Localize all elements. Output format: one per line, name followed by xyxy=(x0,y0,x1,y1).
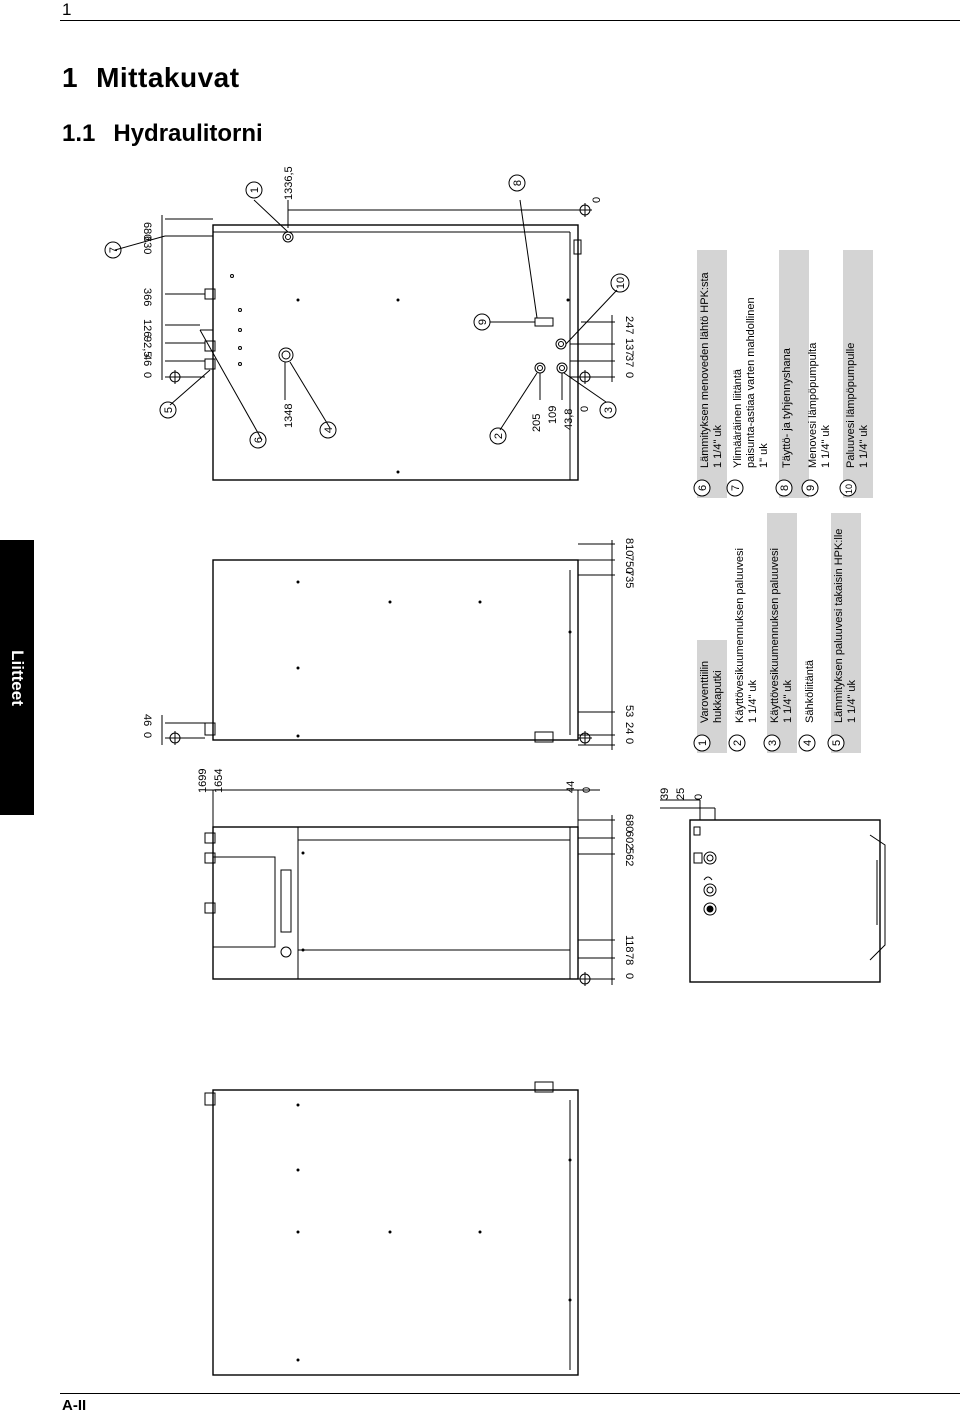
legend-text: 1 1/4" uk xyxy=(712,424,724,468)
svg-text:8: 8 xyxy=(512,179,524,187)
svg-text:1: 1 xyxy=(249,186,261,194)
section-number: 1.1 xyxy=(62,120,96,147)
legend-callout-number: 10 xyxy=(844,483,854,494)
dim-text: 680 xyxy=(623,814,635,833)
side-tab-label: Liitteet xyxy=(8,649,27,706)
dim-text: 366 xyxy=(141,288,153,307)
dim-text: 680 xyxy=(141,222,153,241)
dim-text: 43,8 xyxy=(563,408,575,430)
dim-text: 205 xyxy=(531,413,543,432)
svg-text:2: 2 xyxy=(493,432,505,440)
dim-text: 137 xyxy=(623,338,635,357)
svg-text:5: 5 xyxy=(163,406,175,414)
legend-text: Käyttövesikuumennuksen paluuvesi xyxy=(734,548,746,723)
legend-callout-number: 7 xyxy=(730,484,742,491)
legend-text: paisunta-astiaa varten mahdollinen xyxy=(745,297,757,468)
legend-text: Varoventtiilin xyxy=(699,660,711,723)
dim-text: 602 xyxy=(623,831,635,850)
legend-callout-number: 2 xyxy=(732,739,744,746)
dim-text: 1348 xyxy=(283,403,295,428)
legend-callout-number: 5 xyxy=(831,739,843,746)
legend-text: Täyttö- ja tyhjennyshana xyxy=(781,348,793,468)
dim-text: 0 xyxy=(141,372,153,379)
dim-text: 46 xyxy=(141,714,153,727)
chapter-title: Mittakuvat xyxy=(96,62,240,93)
dim-text: 0 xyxy=(623,372,635,379)
dim-text: 0 xyxy=(141,732,153,739)
dim-text: 44 xyxy=(565,780,577,793)
dim-text: 1336,5 xyxy=(283,166,295,200)
legend-text: hukkaputki xyxy=(712,670,724,723)
legend-text: Käyttövesikuumennuksen paluuvesi xyxy=(769,548,781,723)
dim-text: 25 xyxy=(675,787,687,800)
chapter-number: 1 xyxy=(62,62,79,93)
svg-text:6: 6 xyxy=(253,436,265,444)
dim-text: 1699 xyxy=(197,768,209,793)
dim-text: 0 xyxy=(591,196,603,203)
svg-text:4: 4 xyxy=(323,426,335,434)
dim-text: 118 xyxy=(623,935,635,953)
dim-text: 750 xyxy=(623,555,635,574)
svg-text:3: 3 xyxy=(603,406,615,414)
svg-text:9: 9 xyxy=(477,318,489,326)
legend-callout-number: 4 xyxy=(802,739,814,746)
legend-text: 1 1/4" uk xyxy=(846,679,858,723)
legend-text: Sähköliitäntä xyxy=(804,660,816,723)
dim-text: 0 xyxy=(623,738,635,745)
legend-text: Paluuvesi lämpöpumpulle xyxy=(845,342,857,468)
legend-text: 1 1/4" uk xyxy=(858,424,870,468)
footer-page-label: A-II xyxy=(62,1397,87,1414)
dim-text: 39 xyxy=(659,787,671,800)
legend-callout-number: 3 xyxy=(767,739,779,746)
page-number: 1 xyxy=(62,0,72,19)
legend-text: 1 1/4" uk xyxy=(782,679,794,723)
dim-text: 92,5 xyxy=(141,336,153,358)
legend-text: Menovesi lämpöpumpulta xyxy=(807,342,819,468)
legend-callout-number: 8 xyxy=(779,484,791,491)
dim-text: 0 xyxy=(579,405,591,412)
legend-text: 1" uk xyxy=(758,443,770,468)
dim-text: 247 xyxy=(623,316,635,335)
legend-text: Lämmityksen menoveden lähtö HPK:sta xyxy=(699,272,711,468)
dim-text: 0 xyxy=(623,973,635,980)
legend-text: 1 1/4" uk xyxy=(747,679,759,723)
dim-text: 78 xyxy=(623,953,635,966)
dim-text: 810 xyxy=(623,538,635,557)
dim-text: 630 xyxy=(141,236,153,255)
dim-text: 126 xyxy=(141,319,153,338)
legend-callout-number: 6 xyxy=(697,484,709,491)
footer-rule xyxy=(60,1393,960,1394)
svg-text:7: 7 xyxy=(108,246,120,254)
dim-text: 46 xyxy=(141,354,153,367)
svg-text:10: 10 xyxy=(615,276,627,290)
dim-text: 1654 xyxy=(213,768,225,793)
dim-text: 562 xyxy=(623,848,635,867)
dim-text: 0 xyxy=(581,786,593,793)
legend-callout-number: 9 xyxy=(805,484,817,491)
dim-text: 37 xyxy=(623,355,635,368)
legend-text: Lämmityksen paluuvesi takaisin HPK:lle xyxy=(833,528,845,723)
dim-text: 735 xyxy=(623,570,635,589)
legend-callout-number: 1 xyxy=(697,739,709,746)
dim-text: 53 xyxy=(623,705,635,718)
section-title: Hydraulitorni xyxy=(113,120,263,147)
legend-text: Ylimääräinen liitäntä xyxy=(732,368,744,468)
dim-text: 109 xyxy=(547,405,559,424)
dim-text: 0 xyxy=(693,793,705,800)
dim-text: 24 xyxy=(623,722,635,735)
legend-text: 1 1/4" uk xyxy=(820,424,832,468)
